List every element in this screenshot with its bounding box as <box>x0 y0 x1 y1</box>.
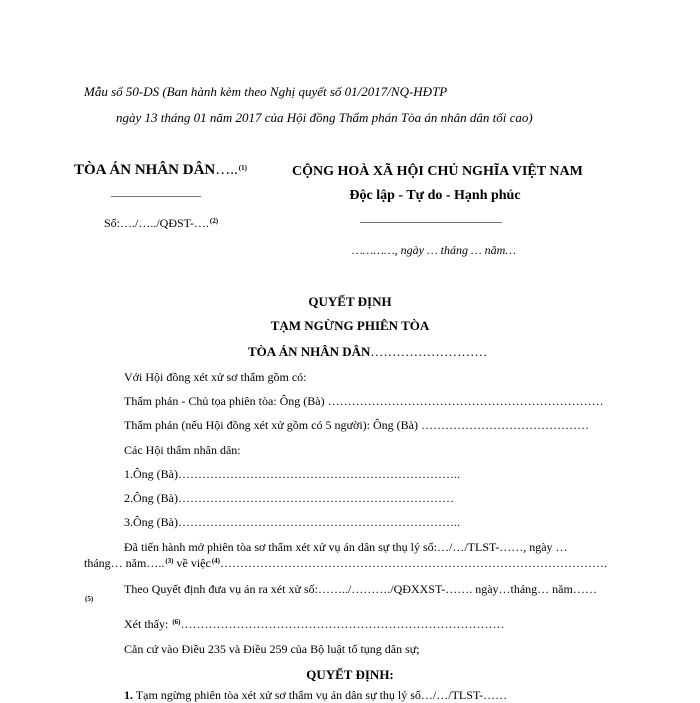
document-subtitle: TẠM NGỪNG PHIÊN TÒA <box>270 318 430 333</box>
considering-line <box>124 617 505 632</box>
form-reference-line-1: Mẫu số 50-DS (Ban hành kèm theo Nghị quyết số 01/2017/NQ-HĐTP <box>84 84 448 99</box>
issuing-court-name: TÒA ÁN NHÂN DÂN <box>248 344 371 359</box>
hearing-paragraph-line-2 <box>84 556 607 571</box>
court-name <box>74 162 247 179</box>
document-title: QUYẾT ĐỊNH <box>308 294 392 309</box>
issuing-court <box>248 344 487 360</box>
decision-item-text: Tạm ngừng phiên tòa xét xử sơ thẩm vụ án dân sự thụ lý số…/…/TLST-…… <box>133 688 508 702</box>
judge-line: Thẩm phán (nếu Hội đồng xét xử gồm có 5 người): Ông (Bà) …………………………………… <box>124 418 589 432</box>
footnote-2: (2) <box>209 217 219 225</box>
decision-item-number: 1. <box>124 688 133 702</box>
court-underline <box>111 196 201 197</box>
place-date-line: …………, ngày … tháng … năm… <box>352 243 517 257</box>
considering-dots: ……………………………………………………………………… <box>180 617 505 631</box>
jurors-heading: Các Hội thẩm nhân dân: <box>124 443 241 457</box>
hearing-date-text: tháng… năm….. <box>84 556 165 570</box>
footnote-4: (4) <box>211 557 220 565</box>
matter-dots: ……………………………………………………………………………………. <box>219 556 607 570</box>
national-motto: Độc lập - Tự do - Hạnh phúc <box>349 188 521 203</box>
trial-decision-reference: Theo Quyết định đưa vụ án ra xét xử số:……../………./QĐXXST-……. ngày…tháng… năm…… <box>124 582 597 596</box>
footnote-3: (3) <box>165 557 174 565</box>
hearing-paragraph-line-1: Đã tiến hành mở phiên tòa sơ thẩm xét xử vụ án dân sự thụ lý số:…/…/TLST-……, ngày … <box>124 540 568 554</box>
considering-label: Xét thấy: <box>124 617 169 631</box>
decision-item-1 <box>124 688 507 703</box>
republic-title: CỘNG HOÀ XÃ HỘI CHỦ NGHĨA VIỆT NAM <box>292 164 583 179</box>
juror-1-line: 1.Ông (Bà)…………………………………………………………….. <box>124 467 460 481</box>
motto-underline <box>360 222 502 223</box>
presiding-judge-line: Thẩm phán - Chủ tọa phiên tòa: Ông (Bà) …………………………………………………………… <box>124 394 604 408</box>
footnote-1: (1) <box>238 164 247 172</box>
court-name-dots: ….. <box>215 162 238 178</box>
decision-number <box>104 216 218 231</box>
juror-2-line: 2.Ông (Bà)…………………………………………………………… <box>124 491 454 505</box>
decision-heading: QUYẾT ĐỊNH: <box>306 667 394 682</box>
footnote-5 <box>84 592 93 610</box>
legal-basis-line: Căn cứ vào Điều 235 và Điều 259 của Bộ luật tố tụng dân sự; <box>124 642 420 656</box>
court-name-text: TÒA ÁN NHÂN DÂN <box>74 162 216 178</box>
decision-number-text: Số:…./…../QĐST-…. <box>104 216 209 230</box>
footnote-6: (6) <box>172 618 181 626</box>
form-reference-line-2: ngày 13 tháng 01 năm 2017 của Hội đồng Thẩm phán Tòa án nhân dân tối cao) <box>116 110 533 125</box>
matter-label: về việc <box>173 556 211 570</box>
panel-intro: Với Hội đồng xét xử sơ thẩm gồm có: <box>124 370 307 384</box>
issuing-court-dots: ……………………… <box>370 344 488 359</box>
juror-3-line: 3.Ông (Bà)…………………………………………………………….. <box>124 515 460 529</box>
footnote-5-mark: (5) <box>85 595 94 603</box>
